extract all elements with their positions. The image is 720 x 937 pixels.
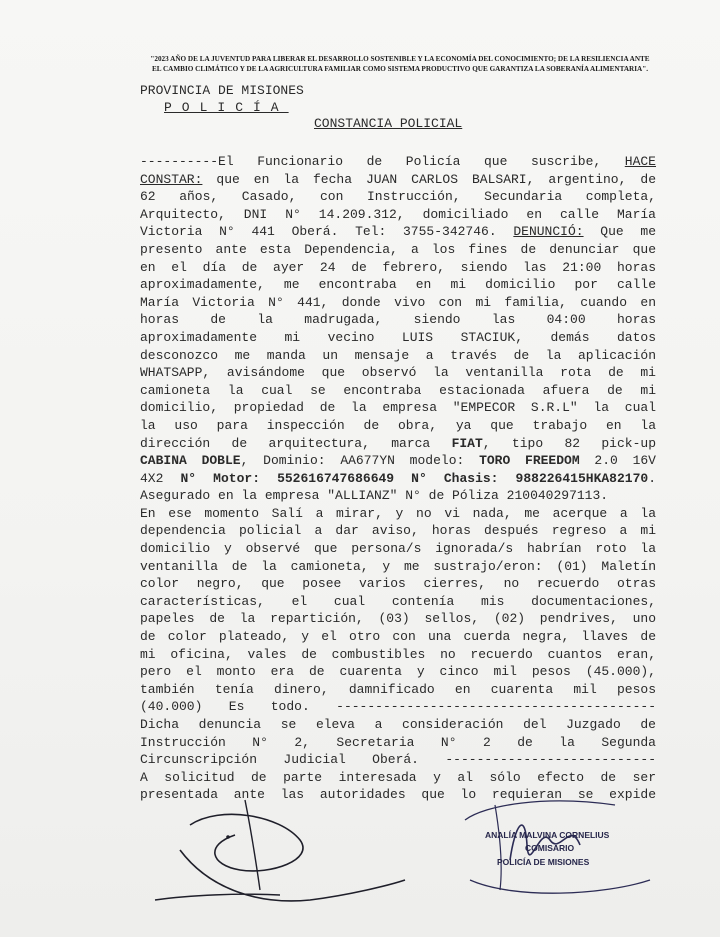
body-line: dirección de arquitectura, marca FIAT, tipo 82 pick-up — [140, 435, 656, 451]
body-line: 4X2 N° Motor: 552616747686649 N° Chasis: 988226415HKA82170. — [140, 470, 656, 486]
body-line: Circunscripción Judicial Oberá. --------------------------- — [140, 752, 656, 768]
body-line: papeles de la repartición, (03) sellos, (02) pendrives, uno — [140, 611, 656, 627]
body-line: pero el monto era de cuarenta y cinco mil pesos (45.000), — [140, 664, 656, 680]
seal-rank: COMISARIO — [525, 843, 575, 853]
body-line: aproximadamente, me encontraba en mi domicilio por calle — [140, 277, 656, 293]
body-line: dependencia policial a dar aviso, horas después regreso a mi — [140, 523, 656, 539]
body-line: CABINA DOBLE, Dominio: AA677YN modelo: TORO FREEDOM 2.0 16V — [140, 453, 656, 469]
body-line: En ese momento Salí a mirar, y no vi nada, me acerque a la — [140, 505, 656, 521]
body-line: (40.000) Es todo. ----------------------------------------- — [140, 699, 656, 715]
body-line: camioneta la cual se encontraba estacionada afuera de mi — [140, 382, 656, 398]
body-line: presento ante esta Dependencia, a los fines de denunciar que — [140, 241, 656, 257]
body-line: WHATSAPP, avisándome que observó la ventanilla rota de mi — [140, 365, 656, 381]
province-heading: PROVINCIA DE MISIONES — [140, 83, 304, 98]
body-line: Victoria N° 441 Oberá. Tel: 3755-342746. DENUNCIÓ: Que me — [140, 224, 656, 240]
body-line: la uso para inspección de obra, ya que trabajo en la — [140, 417, 656, 433]
body-line: Instrucción N° 2, Secretaria N° 2 de la Segunda — [140, 734, 656, 750]
body-line: desconozco me manda un mensaje a través de la aplicación — [140, 347, 656, 363]
seal-organization: POLICÍA DE MISIONES — [497, 857, 590, 867]
police-heading: POLICÍA — [164, 100, 289, 115]
seal-name: ANALÍA MALVINA CORNELIUS — [485, 830, 610, 840]
body-line: CONSTAR: que en la fecha JUAN CARLOS BALSARI, argentino, de — [140, 171, 656, 187]
body-line: horas de la madrugada, siendo las 04:00 horas — [140, 312, 656, 328]
official-seal — [455, 785, 655, 905]
body-line: María Victoria N° 441, donde vivo con mi familia, cuando en — [140, 294, 656, 310]
body-line: aproximadamente mi vecino LUIS STACIUK, demás datos — [140, 329, 656, 345]
body-line: en el día de ayer 24 de febrero, siendo las 21:00 horas — [140, 259, 656, 275]
body-line: ----------El Funcionario de Policía que suscribe, HACE — [140, 154, 656, 169]
document-title: CONSTANCIA POLICIAL — [314, 116, 463, 131]
document-body — [140, 153, 656, 804]
body-line: 62 años, Casado, con Instrucción, Secundaria completa, — [140, 189, 656, 205]
body-line: de color plateado, y el otro con una cuerda negra, llaves de — [140, 629, 656, 645]
body-line: características, el cual contenía mis documentaciones, — [140, 593, 656, 609]
handwritten-signature — [150, 795, 410, 915]
body-line: Dicha denuncia se eleva a consideración del Juzgado de — [140, 717, 656, 732]
header-note: "2023 AÑO DE LA JUVENTUD PARA LIBERAR EL DESARROLLO SOSTENIBLE Y LA ECONOMÍA DEL CONOCIMIENTO; DE LA RESILIENCIA ANTE EL CAMBIO CLIMÁTICO Y DE LA AGRICULTURA FAMILIAR COMO SISTEMA PRODUCTIVO QUE GARANTIZA LA SOBERANÍA ALIMENTARIA". — [150, 55, 650, 73]
body-line: A solicitud de parte interesada y al sólo efecto de ser — [140, 769, 656, 785]
body-line: mi oficina, vales de combustibles no recuerdo cuantos eran, — [140, 646, 656, 662]
body-line: color negro, que posee varios cierres, no recuerdo otras — [140, 576, 656, 592]
body-line: domicilio y observé que persona/s ignorada/s habrían roto la — [140, 541, 656, 557]
body-line: domicilio, propiedad de la empresa "EMPECOR S.R.L" la cual — [140, 400, 656, 416]
body-line: ventanilla de la camioneta, y me sustrajo/eron: (01) Maletín — [140, 558, 656, 574]
body-line: Arquitecto, DNI N° 14.209.312, domiciliado en calle María — [140, 206, 656, 222]
body-line: también tenía dinero, damnificado en cuarenta mil pesos — [140, 681, 656, 697]
body-line: Asegurado en la empresa "ALLIANZ" N° de Póliza 210040297113. — [140, 488, 609, 504]
body-line: presentada ante las autoridades que lo requieran se expide — [140, 787, 656, 803]
